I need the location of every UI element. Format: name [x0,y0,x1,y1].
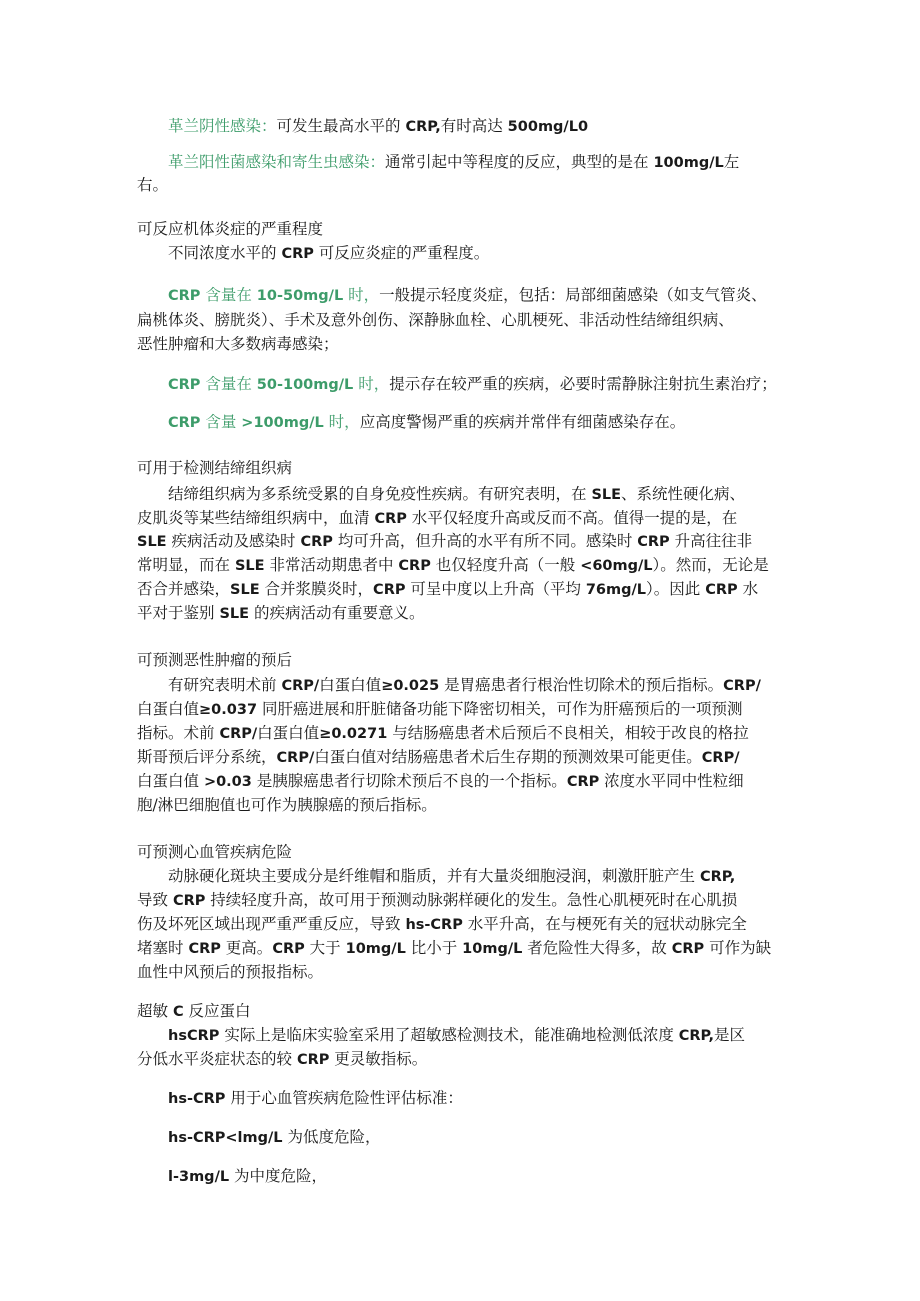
text-run: 非常活动期患者中 [264,556,399,574]
bold-text: CRP [374,511,407,527]
hscrp-line-1 [168,1025,745,1046]
text-run: 导致 [137,891,173,909]
bold-text: CRP, [405,119,441,135]
bold-text: CRP [637,534,670,550]
text-run: 伤及坏死区域出现严重严重反应，导致 [137,915,406,933]
severity-item-2 [168,374,777,395]
cardio-line-2 [137,890,737,911]
tumor-line-6 [137,795,437,815]
gram-positive-line-2 [137,175,168,195]
text-run: 时， [343,286,380,304]
text-run: 可预测心血管疾病危险 [137,843,293,861]
text-run: 可预测恶性肿瘤的预后 [137,651,293,669]
bold-text: CRP/ [701,750,740,766]
text-run: 否合并感染， [137,580,231,598]
text-run: 扁桃体炎、膀胱炎）、手术及意外创伤、深静脉血栓、心肌梗死、非活动性结缔组织病、 [137,311,734,329]
text-run: 与结肠癌患者术后预后不良相关，相较于改良的格拉 [387,724,749,742]
text-run: 持续轻度升高，故可用于预测动脉粥样硬化的发生。急性心肌梗死时在心肌损 [205,891,738,909]
tumor-line-3 [137,723,749,744]
text-run: 更灵敏指标。 [329,1050,428,1068]
text-run: 不同浓度水平的 [168,244,282,262]
text-run: 平对于鉴别 [137,604,220,622]
bold-text: CRP [188,941,221,957]
bold-text: CRP/ [723,678,761,694]
bold-text: CRP/ [281,678,320,694]
connective-line-3 [137,531,752,552]
bold-text: ≥0.037 [199,702,258,718]
text-run: 可呈中度以上升高（平均 [405,580,586,598]
text-run: 可反应炎症的严重程度。 [313,244,490,262]
text-run: 白蛋白值 [257,724,320,742]
section-heading-connective [137,458,292,478]
text-run: 应高度警惕严重的疾病并常伴有细菌感染存在。 [359,413,686,431]
connective-line-4 [137,555,769,576]
text-run: 也仅轻度升高（一般 [430,556,581,574]
bold-text: SLE [591,487,622,503]
bold-text: ≥0.025 [381,678,440,694]
cardio-line-5 [137,962,323,982]
tumor-line-4 [137,747,740,768]
bold-text: 10-50mg/L [256,288,344,304]
section-heading-tumor [137,650,292,670]
text-run: 革兰阴性感染： [168,117,277,135]
text-run: 含量在 [200,286,257,304]
text-run: ）。因此 [646,580,706,598]
bold-text: CRP, [699,869,736,885]
text-run: 可作为缺 [704,939,772,957]
text-run: 为低度危险， [282,1128,381,1146]
text-run: 水平仅轻度升高或反而不高。值得一提的是，在 [406,509,738,527]
text-run: 更高。 [220,939,273,957]
bold-text: C [172,1004,184,1020]
bold-text: 100mg/L [653,155,724,171]
bold-text: 500mg/L0 [507,119,589,135]
text-run: 动脉硬化斑块主要成分是纤维帽和脂质，并有大量炎细胞浸润，刺激肝脏产生 [168,867,700,885]
text-run: 可用于检测结缔组织病 [137,459,293,477]
bold-text: CRP [398,558,431,574]
bold-text: >0.03 [203,774,252,790]
text-run: 合并浆膜炎时， [259,580,374,598]
severity-item-1-line-3 [137,334,339,354]
text-run: 含量 [200,413,242,431]
bold-text: CRP [296,1052,330,1068]
text-run: 水 [737,580,759,598]
text-run: 一般提示轻度炎症，包括：局部细菌感染（如支气管炎、 [379,286,767,304]
gram-positive-line [168,152,739,173]
text-run: 白蛋白值 [319,676,382,694]
connective-line-6 [137,603,424,624]
bold-text: CRP [671,941,705,957]
bold-text: CRP [168,377,201,393]
text-run: 左 [723,153,740,171]
bold-text: CRP/ [276,750,315,766]
cardio-line-1 [168,866,735,887]
text-run: 血性中风预后的预报指标。 [137,963,324,981]
text-run: 恶性肿瘤和大多数病毒感染； [137,335,339,353]
bold-text: l-3mg/L [168,1169,230,1185]
bold-text: CRP [300,534,333,550]
bold-text: <60mg/L [580,558,653,574]
text-run: 白蛋白值 [137,700,200,718]
text-run: 结缔组织病为多系统受累的自身免疫性疾病。有研究表明，在 [168,485,592,503]
text-run: 为中度危险， [229,1167,328,1185]
text-run: 的疾病活动有重要意义。 [249,604,425,622]
bold-text: CRP [168,415,201,431]
text-run: 含量在 [200,375,257,393]
text-run: 时， [323,413,360,431]
bold-text: SLE [219,606,250,622]
severity-item-3 [168,412,685,433]
text-run: 斯哥预后评分系统， [137,748,277,766]
bold-text: hs-CRP [405,917,463,933]
bold-text: 10mg/L [462,941,523,957]
text-run: 有研究表明术前 [168,676,282,694]
bold-text: CRP [705,582,738,598]
text-run: 浓度水平同中性粒细 [599,772,744,790]
text-run: 右。 [137,176,169,194]
hscrp-standard-title [168,1088,463,1109]
text-run: 比小于 [405,939,463,957]
bold-text: SLE [230,582,260,598]
text-run: 革兰阳性菌感染和寄生虫感染： [168,153,386,171]
text-run: 实际上是临床实验室采用了超敏感检测技术，能准确地检测低浓度 [219,1026,679,1044]
severity-item-1 [168,285,767,306]
text-run: 可发生最高水平的 [276,117,406,135]
cardio-line-4 [137,938,771,959]
bold-text: CRP [272,941,305,957]
bold-text: CRP [281,246,314,262]
bold-text: CRP [172,893,206,909]
text-run: 白蛋白值 [137,772,204,790]
text-run: 分低水平炎症状态的较 [137,1050,297,1068]
text-run: 水平升高，在与梗死有关的冠状动脉完全 [462,915,747,933]
text-run: 用于心血管疾病危险性评估标准： [225,1089,463,1107]
text-run: 是胃癌患者行根治性切除术的预后指标。 [439,676,724,694]
section-heading-cardio [137,842,292,862]
text-run: ）。然而，无论是 [652,556,769,574]
bold-text: CRP [373,582,406,598]
text-run: 皮肌炎等某些结缔组织病中，血清 [137,509,375,527]
section-heading-hscrp [137,1001,251,1022]
bold-text: hs-CRP [168,1091,226,1107]
text-run: 者危险性大得多，故 [522,939,672,957]
bold-text: 50-100mg/L [256,377,354,393]
tumor-line-1 [168,675,761,696]
text-run: 常明显，而在 [137,556,235,574]
bold-text: CRP [566,774,600,790]
text-run: 同肝癌进展和肝脏储备功能下降密切相关，可作为肝癌预后的一项预测 [257,700,743,718]
text-run: 可反应机体炎症的严重程度 [137,220,324,238]
text-run: 堵塞时 [137,939,189,957]
text-run: 疾病活动及感染时 [166,532,301,550]
text-run: 大于 [304,939,346,957]
text-run: 指标。术前 [137,724,220,742]
tumor-line-2 [137,699,742,720]
bold-text: CRP/ [219,726,258,742]
severity-item-1-line-2 [137,310,734,330]
hscrp-line-2 [137,1049,427,1070]
text-run: 时， [353,375,390,393]
bold-text: hsCRP [168,1028,220,1044]
text-run: 是胰腺癌患者行切除术预后不良的一个指标。 [251,772,567,790]
text-run: 是区 [714,1026,746,1044]
connective-line-5 [137,579,758,600]
bold-text: SLE [137,534,167,550]
text-run: 通常引起中等程度的反应，典型的是在 [385,153,654,171]
gram-negative-line [168,116,588,137]
hscrp-standard-medium [168,1166,327,1187]
text-run: 反应蛋白 [183,1002,251,1020]
text-run: 白蛋白值对结肠癌患者术后生存期的预测效果可能更佳。 [314,748,702,766]
connective-line-2 [137,508,737,529]
bold-text: CRP [168,288,201,304]
text-run: 均可升高，但升高的水平有所不同。感染时 [332,532,638,550]
bold-text: 76mg/L [585,582,647,598]
text-run: 胞/淋巴细胞值也可作为胰腺癌的预后指标。 [137,796,437,814]
tumor-line-5 [137,771,744,792]
text-run: 超敏 [137,1002,173,1020]
bold-text: CRP, [678,1028,715,1044]
bold-text: >100mg/L [241,415,324,431]
text-run: 、系统性硬化病、 [621,485,746,503]
text-run: 有时高达 [440,117,508,135]
section-heading-severity [137,219,323,239]
cardio-line-3 [137,914,747,935]
severity-intro [168,243,489,264]
bold-text: 10mg/L [345,941,406,957]
bold-text: hs-CRP<lmg/L [168,1130,283,1146]
bold-text: ≥0.0271 [319,726,388,742]
connective-line-1 [168,484,745,505]
text-run: 升高往往非 [669,532,753,550]
hscrp-standard-low [168,1127,381,1148]
bold-text: SLE [234,558,265,574]
text-run: 提示存在较严重的疾病，必要时需静脉注射抗生素治疗； [389,375,777,393]
